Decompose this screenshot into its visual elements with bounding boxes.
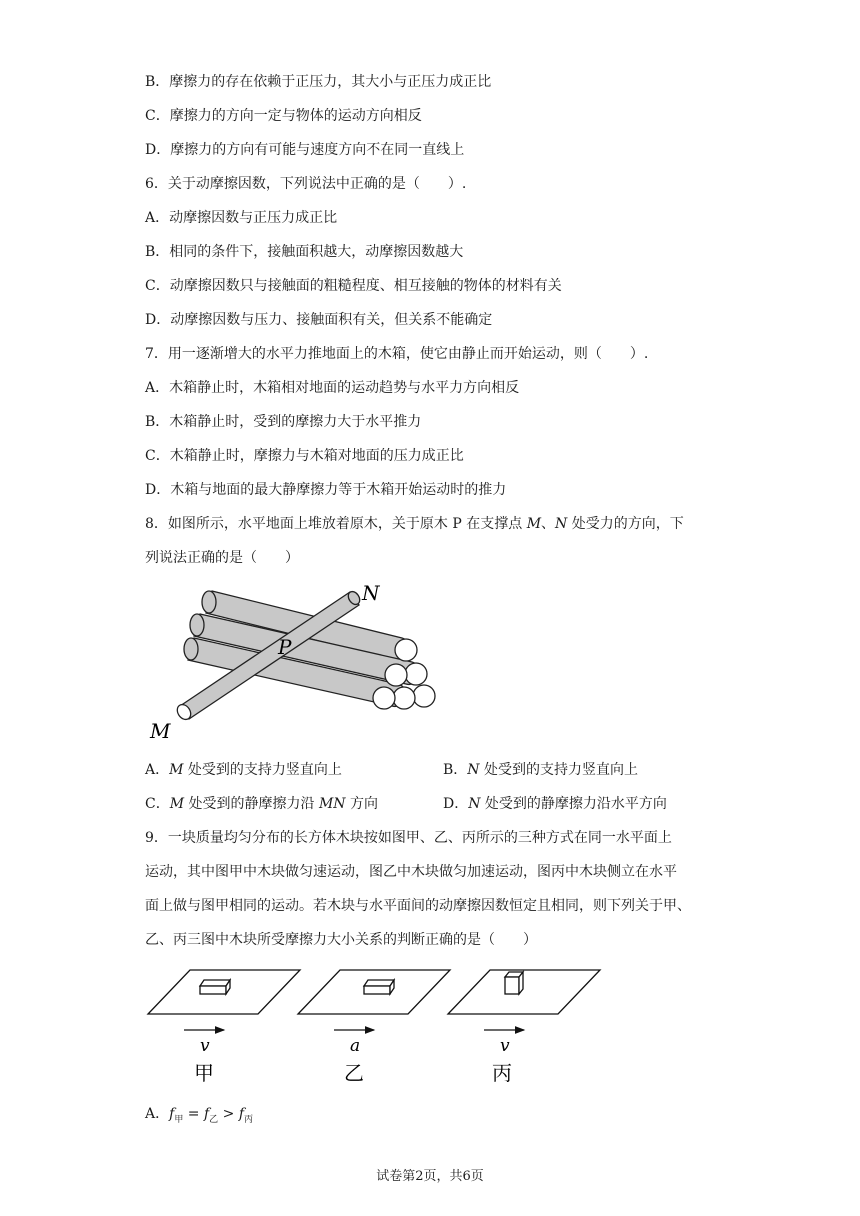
q8-c-mid: 处受到的静摩擦力沿 xyxy=(184,796,319,812)
caption-bing: 丙 xyxy=(492,1061,512,1085)
block-figures xyxy=(140,960,610,1090)
fig-label-n: N xyxy=(362,581,380,605)
q9-a-f2: f xyxy=(203,1106,210,1122)
log-middle-back-end xyxy=(190,614,204,636)
q7-option-d: D．木箱与地面的最大静摩擦力等于木箱开始运动时的推力 xyxy=(145,482,507,498)
caption-yi: 乙 xyxy=(344,1061,364,1085)
q7-option-c: C．木箱静止时，摩擦力与木箱对地面的压力成正比 xyxy=(145,448,464,464)
fig-label-p: P xyxy=(278,635,292,659)
q9-option-a xyxy=(145,1104,253,1130)
label-v-jia: v xyxy=(200,1036,210,1056)
q8-b-pre: B． xyxy=(443,762,468,778)
q8-b-var: N xyxy=(467,762,480,778)
q8-c-pre: C． xyxy=(145,796,170,812)
q8-b-post: 处受到的支持力竖直向上 xyxy=(479,762,638,778)
log-pile-figure xyxy=(140,578,450,748)
q8-stem-line1 xyxy=(145,514,684,534)
q6-option-c: C．动摩擦因数只与接触面的粗糙程度、相互接触的物体的材料有关 xyxy=(145,278,562,294)
q8-a-var: M xyxy=(169,762,184,778)
label-a-yi: a xyxy=(350,1036,361,1056)
q8-stem-var-m: M xyxy=(526,516,542,532)
block-jia xyxy=(200,980,230,994)
q6-option-d: D．动摩擦因数与压力、接触面积有关，但关系不能确定 xyxy=(145,312,493,328)
q7-stem: 7．用一逐渐增大的水平力推地面上的木箱，使它由静止而开始运动，则（ ）. xyxy=(145,346,649,362)
q5-option-d: D．摩擦力的方向有可能与速度方向不在同一直线上 xyxy=(145,142,465,158)
q6-option-b: B．相同的条件下，接触面积越大，动摩擦因数越大 xyxy=(145,244,464,260)
q8-d-post: 处受到的静摩擦力沿水平方向 xyxy=(480,796,667,812)
q9-a-sub2: 乙 xyxy=(209,1114,219,1125)
log-end-1 xyxy=(395,639,417,661)
q8-option-c xyxy=(145,794,378,814)
q9-a-sub3: 丙 xyxy=(244,1114,254,1125)
log-end-2 xyxy=(405,663,427,685)
q7-option-b: B．木箱静止时，受到的摩擦力大于水平推力 xyxy=(145,414,422,430)
q8-d-var: N xyxy=(468,796,481,812)
q5-option-c: C．摩擦力的方向一定与物体的运动方向相反 xyxy=(145,108,422,124)
caption-jia: 甲 xyxy=(194,1061,214,1085)
q8-stem-text-a: 8．如图所示，水平地面上堆放着原木，关于原木 P 在支撑点 xyxy=(145,516,527,532)
label-v-bing: v xyxy=(500,1036,510,1056)
q9-a-pre: A． xyxy=(145,1106,170,1122)
q8-stem-text-b: 、 xyxy=(541,516,556,532)
q9-a-sub1: 甲 xyxy=(174,1114,184,1125)
q7-option-a: A．木箱静止时，木箱相对地面的运动趋势与水平力方向相反 xyxy=(145,380,520,396)
q6-option-a: A．动摩擦因数与正压力成正比 xyxy=(145,210,338,226)
q8-option-b xyxy=(443,760,638,780)
q8-c-var2: MN xyxy=(318,796,346,812)
q8-d-pre: D． xyxy=(443,796,469,812)
q9-a-eq: = xyxy=(183,1106,204,1122)
log-end-6 xyxy=(373,687,395,709)
q5-option-b: B．摩擦力的存在依赖于正压力，其大小与正压力成正比 xyxy=(145,74,492,90)
block-yi xyxy=(364,980,394,994)
q9-stem-line2: 运动，其中图甲中木块做匀速运动，图乙中木块做匀加速运动，图丙中木块侧立在水平 xyxy=(145,864,677,880)
page-footer: 试卷第2页，共6页 xyxy=(376,1169,484,1184)
q9-a-f3: f xyxy=(238,1106,244,1122)
fig-label-m: M xyxy=(150,719,171,743)
log-end-5 xyxy=(393,687,415,709)
q8-stem-text-c: 处受力的方向，下 xyxy=(567,516,684,532)
log-end-4 xyxy=(413,685,435,707)
q8-a-pre: A． xyxy=(145,762,170,778)
log-top-back-end xyxy=(202,591,216,613)
q9-a-gt: > xyxy=(218,1106,239,1122)
q6-stem: 6．关于动摩擦因数，下列说法中正确的是（ ）. xyxy=(145,176,467,192)
q8-c-post: 方向 xyxy=(345,796,379,812)
q8-a-post: 处受到的支持力竖直向上 xyxy=(183,762,342,778)
q8-option-d xyxy=(443,794,667,814)
q9-a-f1: f xyxy=(169,1106,175,1122)
block-bing xyxy=(505,972,523,994)
plane-bing xyxy=(448,970,600,1014)
q9-stem-line3: 面上做与图甲相同的运动。若木块与水平面间的动摩擦因数恒定且相同，则下列关于甲、 xyxy=(145,898,691,914)
log-end-3 xyxy=(385,664,407,686)
q8-c-var: M xyxy=(169,796,185,812)
q9-stem-line4: 乙、丙三图中木块所受摩擦力大小关系的判断正确的是（ ） xyxy=(145,932,537,948)
log-bottom-back-end xyxy=(184,638,198,660)
q8-option-a xyxy=(145,760,342,780)
q8-stem-var-n: N xyxy=(555,516,568,532)
q8-stem-line2: 列说法正确的是（ ） xyxy=(145,550,299,566)
q9-stem-line1: 9．一块质量均匀分布的长方体木块按如图甲、乙、丙所示的三种方式在同一水平面上 xyxy=(145,830,672,846)
